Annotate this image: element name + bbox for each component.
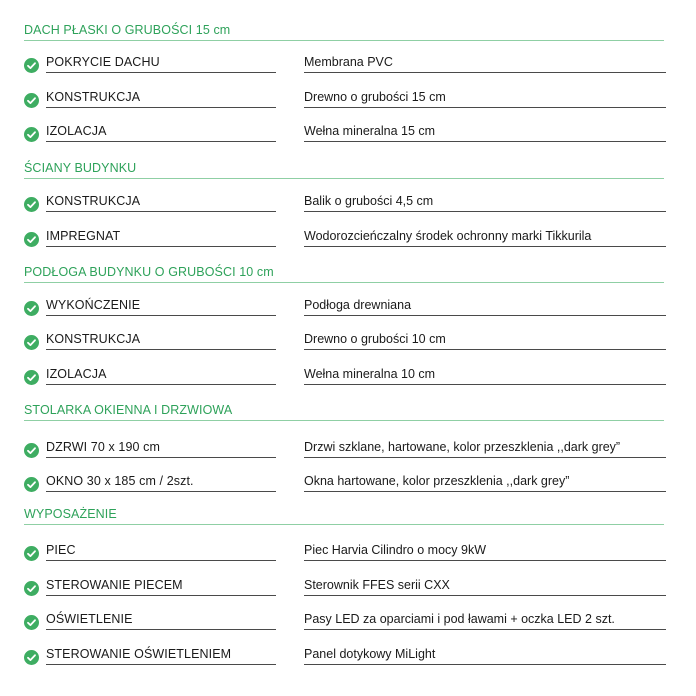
spec-value: Membrana PVC [304, 53, 666, 73]
spec-value: Drewno o grubości 10 cm [304, 330, 666, 350]
section-header-roof [24, 22, 664, 41]
spec-value: Okna hartowane, kolor przeszklenia ,,dark grey” [304, 472, 666, 492]
check-icon [24, 232, 39, 247]
check-icon [24, 93, 39, 108]
spec-row [0, 330, 696, 356]
check-icon [24, 615, 39, 630]
spec-value: Piec Harvia Cilindro o mocy 9kW [304, 541, 666, 561]
spec-label: STEROWANIE OŚWIETLENIEM [46, 645, 276, 665]
check-icon [24, 443, 39, 458]
spec-row [0, 610, 696, 636]
spec-value: Pasy LED za oparciami i pod ławami + oczka LED 2 szt. [304, 610, 666, 630]
section-title: WYPOSAŻENIE [24, 507, 117, 521]
check-icon [24, 477, 39, 492]
spec-row [0, 472, 696, 498]
spec-row [0, 645, 696, 671]
spec-label: IMPREGNAT [46, 227, 276, 247]
check-icon [24, 127, 39, 142]
spec-value: Wełna mineralna 15 cm [304, 122, 666, 142]
spec-label: PIEC [46, 541, 276, 561]
spec-row [0, 88, 696, 114]
spec-value: Drzwi szklane, hartowane, kolor przeszklenia ,,dark grey” [304, 438, 666, 458]
section-header-walls [24, 160, 664, 179]
spec-label: KONSTRUKCJA [46, 330, 276, 350]
spec-value: Wełna mineralna 10 cm [304, 365, 666, 385]
spec-label: POKRYCIE DACHU [46, 53, 276, 73]
spec-value: Panel dotykowy MiLight [304, 645, 666, 665]
check-icon [24, 58, 39, 73]
section-header-joinery [24, 402, 664, 421]
spec-value: Wodorozcieńczalny środek ochronny marki Tikkurila [304, 227, 666, 247]
section-title: DACH PŁASKI O GRUBOŚCI 15 cm [24, 23, 231, 37]
section-header-equipment [24, 506, 664, 525]
spec-row [0, 122, 696, 148]
spec-label: IZOLACJA [46, 365, 276, 385]
check-icon [24, 301, 39, 316]
spec-row [0, 365, 696, 391]
spec-label: IZOLACJA [46, 122, 276, 142]
spec-value: Balik o grubości 4,5 cm [304, 192, 666, 212]
spec-value: Drewno o grubości 15 cm [304, 88, 666, 108]
spec-label: OKNO 30 x 185 cm / 2szt. [46, 472, 276, 492]
spec-label: KONSTRUKCJA [46, 88, 276, 108]
spec-label: DZRWI 70 x 190 cm [46, 438, 276, 458]
spec-label: OŚWIETLENIE [46, 610, 276, 630]
section-header-floor [24, 264, 664, 283]
spec-row [0, 192, 696, 218]
section-title: STOLARKA OKIENNA I DRZWIOWA [24, 403, 233, 417]
spec-label: KONSTRUKCJA [46, 192, 276, 212]
check-icon [24, 197, 39, 212]
spec-row [0, 296, 696, 322]
spec-row [0, 541, 696, 567]
spec-row [0, 438, 696, 464]
spec-label: STEROWANIE PIECEM [46, 576, 276, 596]
check-icon [24, 546, 39, 561]
check-icon [24, 581, 39, 596]
check-icon [24, 370, 39, 385]
section-title: PODŁOGA BUDYNKU O GRUBOŚCI 10 cm [24, 265, 274, 279]
spec-value: Sterownik FFES serii CXX [304, 576, 666, 596]
spec-row [0, 227, 696, 253]
spec-row [0, 576, 696, 602]
spec-value: Podłoga drewniana [304, 296, 666, 316]
check-icon [24, 335, 39, 350]
section-title: ŚCIANY BUDYNKU [24, 161, 137, 175]
spec-row [0, 53, 696, 79]
check-icon [24, 650, 39, 665]
spec-label: WYKOŃCZENIE [46, 296, 276, 316]
